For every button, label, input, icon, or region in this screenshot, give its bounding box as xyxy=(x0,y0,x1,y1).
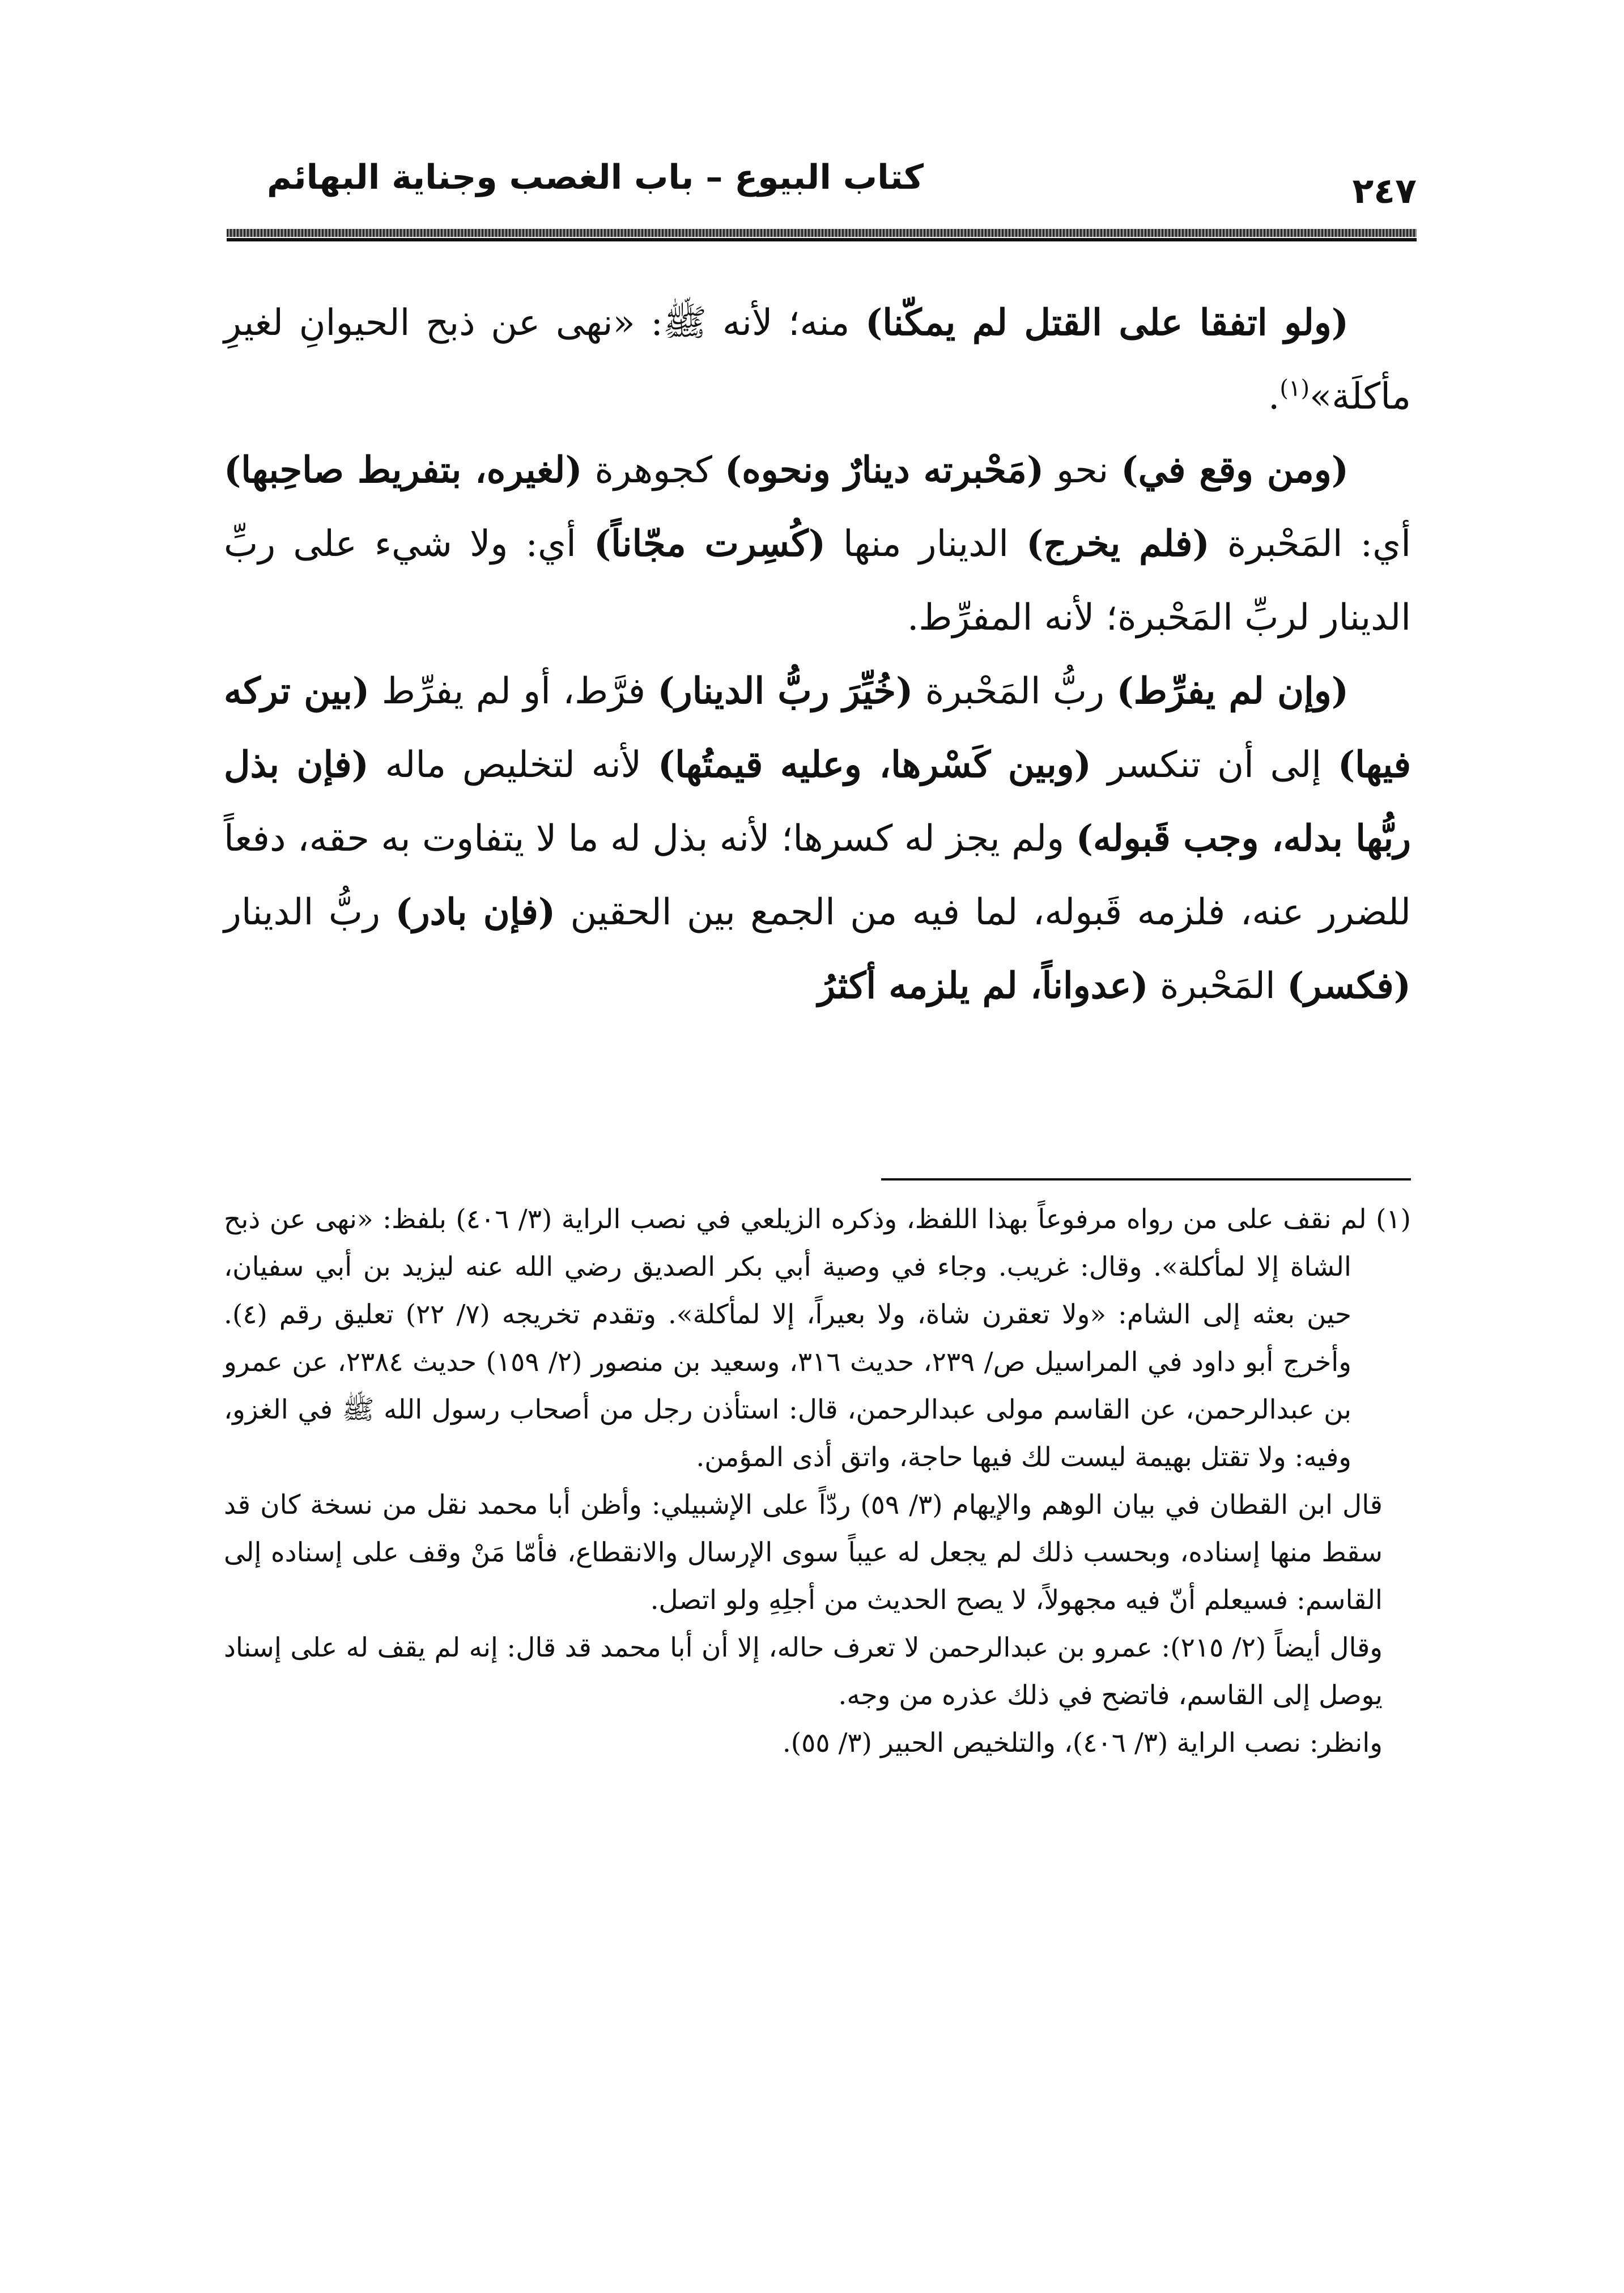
sharh-text: لأنه لتخليص ماله xyxy=(368,744,658,786)
running-title: كتاب البيوع – باب الغصب وجناية البهائم xyxy=(267,158,924,197)
matn-text: (لغيره، بتفريط صاحِبها) xyxy=(224,449,583,491)
header-rule xyxy=(227,229,1417,237)
paragraph-3 xyxy=(224,655,1411,1023)
sharh-text: الدينار منها xyxy=(826,523,1027,565)
footnotes xyxy=(224,1196,1411,1767)
footnote-1-paragraph-2: قال ابن القطان في بيان الوهم والإيهام (٣/ ٥٩) ردّاً على الإشبيلي: وأظن أبا محمد نقل من نسخة كان قد سقط منها إسناده، وبحسب ذلك لم يجعل له عيباً سوى الإرسال والانقطاع، فأمّا مَنْ وقف على إسناده إلى القاسم: فسيعلم أنّ فيه مجهولاً، لا يصح الحديث من أجلِهِ ولو اتصل. xyxy=(224,1489,1383,1616)
matn-text: (ولو اتفقا على القتل لم يمكّنا) xyxy=(865,302,1349,344)
matn-text: (فإن بادر) xyxy=(395,891,556,933)
matn-text: (وبين كَسْرها، وعليه قيمتُها) xyxy=(657,744,1091,786)
matn-text: (فلم يخرج) xyxy=(1026,523,1210,565)
sharh-text: نحو xyxy=(1044,449,1121,491)
footnote-1-paragraph-4: وانظر: نصب الراية (٣/ ٤٠٦)، والتلخيص الحبير (٣/ ٥٥). xyxy=(782,1727,1383,1759)
footnote-1: (١) لم نقف على من رواه مرفوعاً بهذا اللفظ، وذكره الزيلعي في نصب الراية (٣/ ٤٠٦) بلفظ: «نهى عن ذبح الشاة إلا لمأكلة». وقال: غريب. وجاء في وصية أبي بكر الصديق رضي الله عنه ليزيد بن أبي سفيان، حين بعثه إلى الشام: «ولا تعقرن شاة، ولا بعيراً، إلا لمأكلة». وتقدم تخريجه (٧/ ٢٢) تعليق رقم (٤). وأخرج أبو داود في المراسيل ص/ ٢٣٩، حديث ٣١٦، وسعيد بن منصور (٢/ ١٥٩) حديث ٢٣٨٤، عن عمرو بن عبدالرحمن، عن القاسم مولى عبدالرحمن، قال: استأذن رجل من أصحاب رسول الله ﷺ في الغزو، وفيه: ولا تقتل بهيمة ليست لك فيها حاجة، واتق أذى المؤمن. xyxy=(224,1204,1412,1473)
sharh-text: ربُّ الدينار xyxy=(224,891,396,933)
matn-text: (خُيِّرَ ربُّ الدينار) xyxy=(657,670,913,712)
sharh-text: . xyxy=(1268,376,1280,418)
main-text xyxy=(224,286,1411,1023)
sharh-text: ولم يجز له كسرها؛ لأنه بذل له ما لا يتفاوت به حقه، دفعاً للضرر عنه، فلزمه قَبوله، لما فيه من الجمع بين الحقين xyxy=(224,818,1412,933)
matn-text: (ومن وقع في) xyxy=(1121,449,1349,491)
footnote-ref: (١) xyxy=(1279,375,1310,402)
footnote-1-paragraph-3: وقال أيضاً (٢/ ٢١٥): عمرو بن عبدالرحمن لا تعرف حاله، إلا أن أبا محمد قد قال: إنه لم يقف له على إسناد يوصل إلى القاسم، فاتضح في ذلك عذره من وجه. xyxy=(224,1632,1383,1711)
sharh-text: ربُّ المَحْبرة xyxy=(913,670,1117,712)
matn-text: (بين تركه فيها) xyxy=(224,670,1412,786)
sharh-text: المَحْبرة xyxy=(1148,965,1287,1007)
paragraph-1 xyxy=(224,286,1411,434)
paragraph-2 xyxy=(224,434,1411,655)
sharh-text: إلى أن تنكسر xyxy=(1091,744,1338,786)
matn-text: (عدواناً، لم يلزمه أكثرُ xyxy=(818,965,1149,1007)
matn-text: (فكسر) xyxy=(1287,965,1411,1007)
sharh-text: كجوهرة xyxy=(582,449,725,491)
sharh-text: فرَّط، أو لم يفرِّط xyxy=(369,670,658,712)
matn-text: (مَحْبرته دينارٌ ونحوه) xyxy=(724,449,1044,491)
footnote-separator xyxy=(881,1178,1411,1181)
page-number: ٢٤٧ xyxy=(1352,170,1417,211)
sharh-text: أي: المَحْبرة xyxy=(1209,523,1411,565)
sharh-text: منه؛ لأنه ﷺ: «نهى عن ذبح الحيوانِ لغيرِ مأكلَة» xyxy=(224,302,1411,418)
matn-text: (كُسِرت مجّاناً) xyxy=(593,523,826,565)
sharh-text: أي: ولا شيء على ربِّ الدينار لربِّ المَحْبرة؛ لأنه المفرِّط. xyxy=(224,523,1411,639)
matn-text: (فإن بذل ربُّها بدله، وجب قَبوله) xyxy=(224,744,1412,860)
page-header xyxy=(227,147,1417,215)
matn-text: (وإن لم يفرِّط) xyxy=(1116,670,1349,712)
